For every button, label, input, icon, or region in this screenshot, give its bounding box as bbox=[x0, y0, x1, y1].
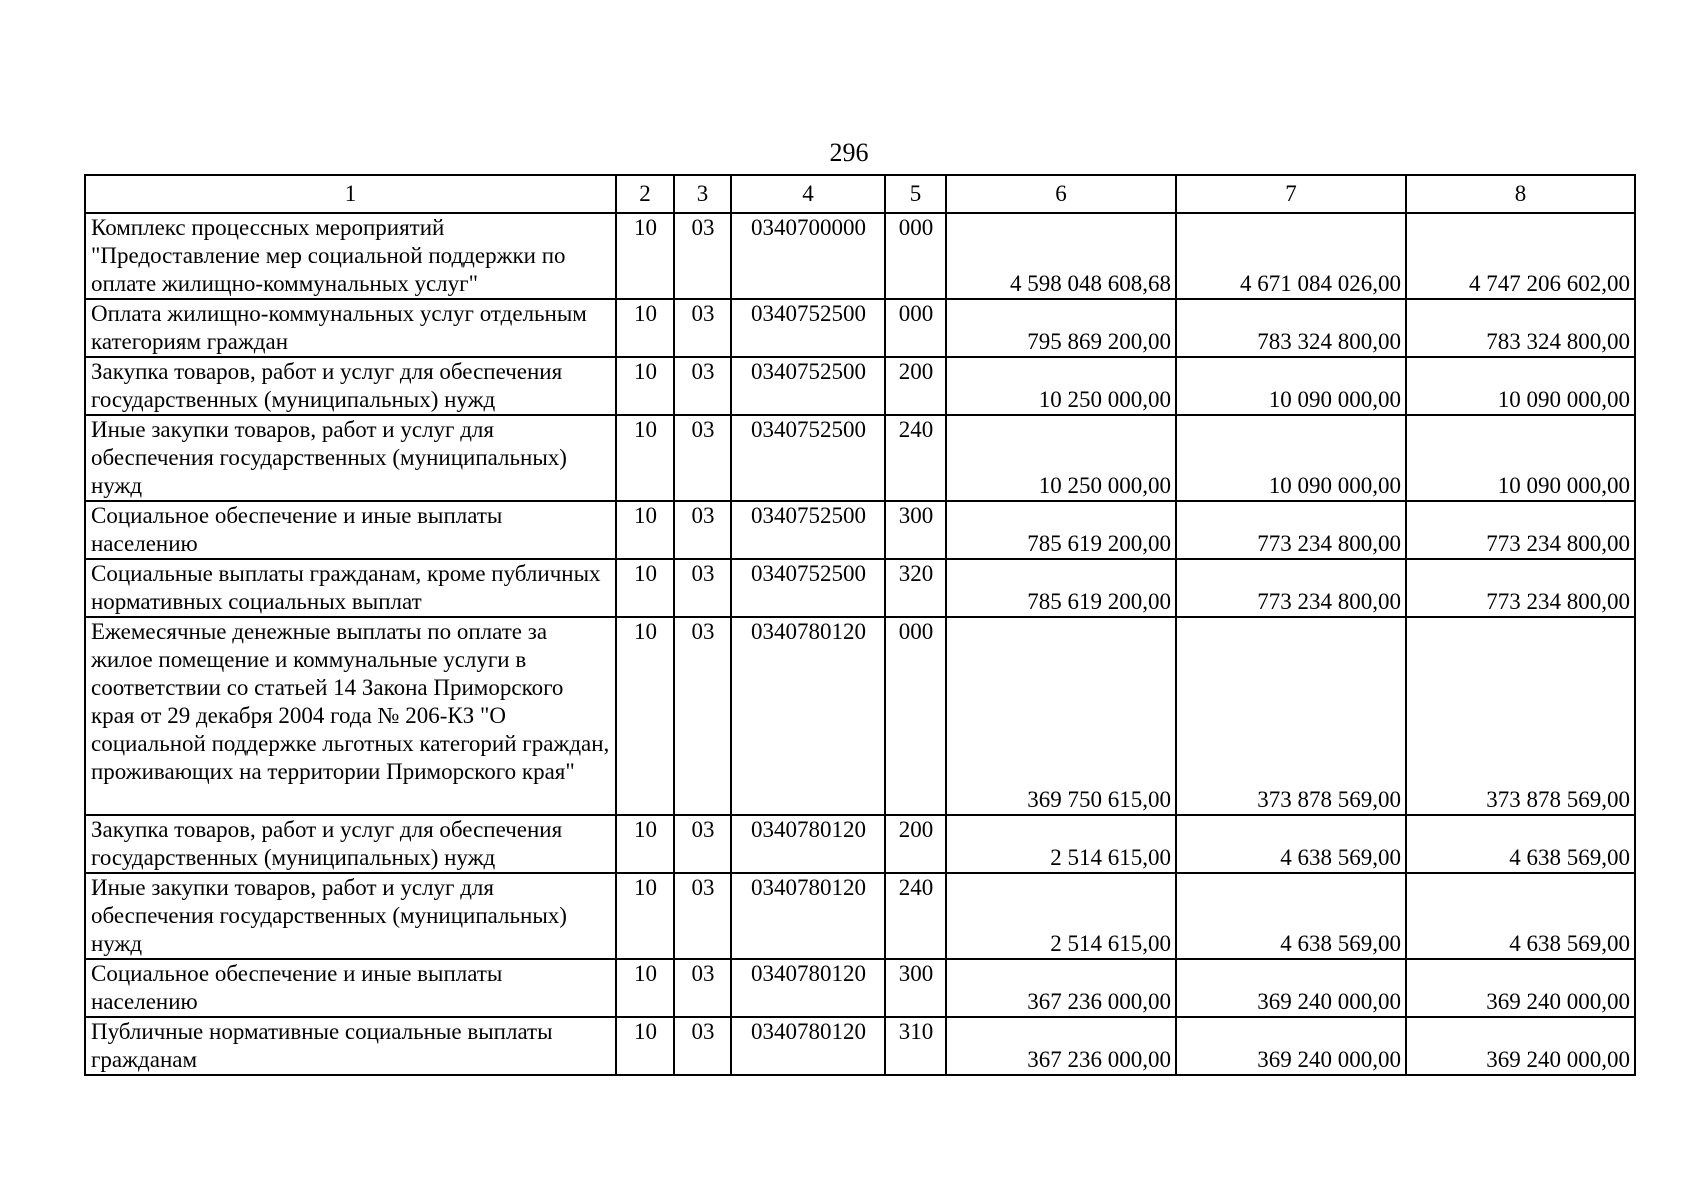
column-header: 3 bbox=[674, 175, 731, 213]
sum-cell: 4 638 569,00 bbox=[1176, 873, 1406, 959]
sum-cell: 773 234 800,00 bbox=[1176, 559, 1406, 617]
section-cell: 10 bbox=[616, 415, 674, 501]
table-header-row bbox=[85, 175, 1635, 213]
sum-cell: 10 090 000,00 bbox=[1406, 415, 1635, 501]
subsection-cell: 03 bbox=[674, 299, 731, 357]
row-name-cell: Социальное обеспечение и иные выплаты населению bbox=[85, 501, 616, 559]
row-name-cell: Социальные выплаты гражданам, кроме публичных нормативных социальных выплат bbox=[85, 559, 616, 617]
section-cell: 10 bbox=[616, 357, 674, 415]
budget-table bbox=[84, 174, 1636, 1076]
expense-type-cell: 000 bbox=[885, 213, 946, 299]
table-row bbox=[85, 357, 1635, 415]
sum-cell: 785 619 200,00 bbox=[946, 559, 1176, 617]
sum-cell: 2 514 615,00 bbox=[946, 873, 1176, 959]
sum-cell: 4 747 206 602,00 bbox=[1406, 213, 1635, 299]
expense-type-cell: 240 bbox=[885, 873, 946, 959]
sum-cell: 10 090 000,00 bbox=[1176, 415, 1406, 501]
sum-cell: 2 514 615,00 bbox=[946, 815, 1176, 873]
subsection-cell: 03 bbox=[674, 617, 731, 815]
sum-cell: 773 234 800,00 bbox=[1176, 501, 1406, 559]
row-name-cell: Оплата жилищно-коммунальных услуг отдельным категориям граждан bbox=[85, 299, 616, 357]
subsection-cell: 03 bbox=[674, 1017, 731, 1075]
expense-type-cell: 300 bbox=[885, 501, 946, 559]
table-row bbox=[85, 501, 1635, 559]
row-name-cell: Комплекс процессных мероприятий "Предоставление мер социальной поддержки по оплате жилищно-коммунальных услуг" bbox=[85, 213, 616, 299]
sum-cell: 367 236 000,00 bbox=[946, 1017, 1176, 1075]
section-cell: 10 bbox=[616, 1017, 674, 1075]
table-row bbox=[85, 559, 1635, 617]
sum-cell: 785 619 200,00 bbox=[946, 501, 1176, 559]
target-code-cell: 0340780120 bbox=[731, 815, 885, 873]
row-name-cell: Иные закупки товаров, работ и услуг для обеспечения государственных (муниципальных) нужд bbox=[85, 873, 616, 959]
sum-cell: 4 598 048 608,68 bbox=[946, 213, 1176, 299]
expense-type-cell: 200 bbox=[885, 357, 946, 415]
expense-type-cell: 320 bbox=[885, 559, 946, 617]
target-code-cell: 0340780120 bbox=[731, 1017, 885, 1075]
target-code-cell: 0340780120 bbox=[731, 959, 885, 1017]
table-row bbox=[85, 415, 1635, 501]
sum-cell: 369 240 000,00 bbox=[1176, 959, 1406, 1017]
sum-cell: 369 240 000,00 bbox=[1176, 1017, 1406, 1075]
sum-cell: 10 250 000,00 bbox=[946, 415, 1176, 501]
target-code-cell: 0340780120 bbox=[731, 873, 885, 959]
subsection-cell: 03 bbox=[674, 501, 731, 559]
section-cell: 10 bbox=[616, 617, 674, 815]
target-code-cell: 0340752500 bbox=[731, 357, 885, 415]
target-code-cell: 0340752500 bbox=[731, 299, 885, 357]
sum-cell: 4 638 569,00 bbox=[1406, 873, 1635, 959]
expense-type-cell: 300 bbox=[885, 959, 946, 1017]
sum-cell: 10 090 000,00 bbox=[1406, 357, 1635, 415]
sum-cell: 369 240 000,00 bbox=[1406, 1017, 1635, 1075]
column-header: 1 bbox=[85, 175, 616, 213]
column-header: 5 bbox=[885, 175, 946, 213]
row-name-cell: Закупка товаров, работ и услуг для обеспечения государственных (муниципальных) нужд bbox=[85, 357, 616, 415]
table-row bbox=[85, 873, 1635, 959]
subsection-cell: 03 bbox=[674, 213, 731, 299]
row-name-cell: Социальное обеспечение и иные выплаты населению bbox=[85, 959, 616, 1017]
section-cell: 10 bbox=[616, 815, 674, 873]
section-cell: 10 bbox=[616, 873, 674, 959]
sum-cell: 773 234 800,00 bbox=[1406, 501, 1635, 559]
subsection-cell: 03 bbox=[674, 357, 731, 415]
sum-cell: 4 638 569,00 bbox=[1406, 815, 1635, 873]
expense-type-cell: 000 bbox=[885, 299, 946, 357]
expense-type-cell: 000 bbox=[885, 617, 946, 815]
sum-cell: 373 878 569,00 bbox=[1406, 617, 1635, 815]
sum-cell: 773 234 800,00 bbox=[1406, 559, 1635, 617]
target-code-cell: 0340752500 bbox=[731, 415, 885, 501]
sum-cell: 783 324 800,00 bbox=[1406, 299, 1635, 357]
section-cell: 10 bbox=[616, 559, 674, 617]
table-row bbox=[85, 213, 1635, 299]
target-code-cell: 0340752500 bbox=[731, 501, 885, 559]
page-number: 296 bbox=[829, 138, 869, 167]
row-name-cell: Закупка товаров, работ и услуг для обеспечения государственных (муниципальных) нужд bbox=[85, 815, 616, 873]
table-row bbox=[85, 815, 1635, 873]
sum-cell: 783 324 800,00 bbox=[1176, 299, 1406, 357]
column-header: 6 bbox=[946, 175, 1176, 213]
sum-cell: 373 878 569,00 bbox=[1176, 617, 1406, 815]
section-cell: 10 bbox=[616, 213, 674, 299]
sum-cell: 795 869 200,00 bbox=[946, 299, 1176, 357]
sum-cell: 369 240 000,00 bbox=[1406, 959, 1635, 1017]
sum-cell: 10 090 000,00 bbox=[1176, 357, 1406, 415]
section-cell: 10 bbox=[616, 959, 674, 1017]
row-name-cell: Ежемесячные денежные выплаты по оплате за жилое помещение и коммунальные услуги в соответствии со статьей 14 Закона Приморского края от 29 декабря 2004 года № 206-КЗ "О социальной поддержке льготных категорий граждан, проживающих на территории Приморского края" bbox=[85, 617, 616, 815]
subsection-cell: 03 bbox=[674, 959, 731, 1017]
section-cell: 10 bbox=[616, 299, 674, 357]
row-name-cell: Иные закупки товаров, работ и услуг для обеспечения государственных (муниципальных) нужд bbox=[85, 415, 616, 501]
column-header: 2 bbox=[616, 175, 674, 213]
table-row bbox=[85, 299, 1635, 357]
column-header: 4 bbox=[731, 175, 885, 213]
row-name-cell: Публичные нормативные социальные выплаты гражданам bbox=[85, 1017, 616, 1075]
expense-type-cell: 200 bbox=[885, 815, 946, 873]
target-code-cell: 0340700000 bbox=[731, 213, 885, 299]
sum-cell: 4 671 084 026,00 bbox=[1176, 213, 1406, 299]
column-header: 8 bbox=[1406, 175, 1635, 213]
table-row bbox=[85, 1017, 1635, 1075]
subsection-cell: 03 bbox=[674, 559, 731, 617]
target-code-cell: 0340780120 bbox=[731, 617, 885, 815]
expense-type-cell: 240 bbox=[885, 415, 946, 501]
target-code-cell: 0340752500 bbox=[731, 559, 885, 617]
expense-type-cell: 310 bbox=[885, 1017, 946, 1075]
sum-cell: 10 250 000,00 bbox=[946, 357, 1176, 415]
subsection-cell: 03 bbox=[674, 873, 731, 959]
table-row bbox=[85, 959, 1635, 1017]
sum-cell: 369 750 615,00 bbox=[946, 617, 1176, 815]
sum-cell: 367 236 000,00 bbox=[946, 959, 1176, 1017]
subsection-cell: 03 bbox=[674, 815, 731, 873]
section-cell: 10 bbox=[616, 501, 674, 559]
subsection-cell: 03 bbox=[674, 415, 731, 501]
table-row bbox=[85, 617, 1635, 815]
sum-cell: 4 638 569,00 bbox=[1176, 815, 1406, 873]
column-header: 7 bbox=[1176, 175, 1406, 213]
